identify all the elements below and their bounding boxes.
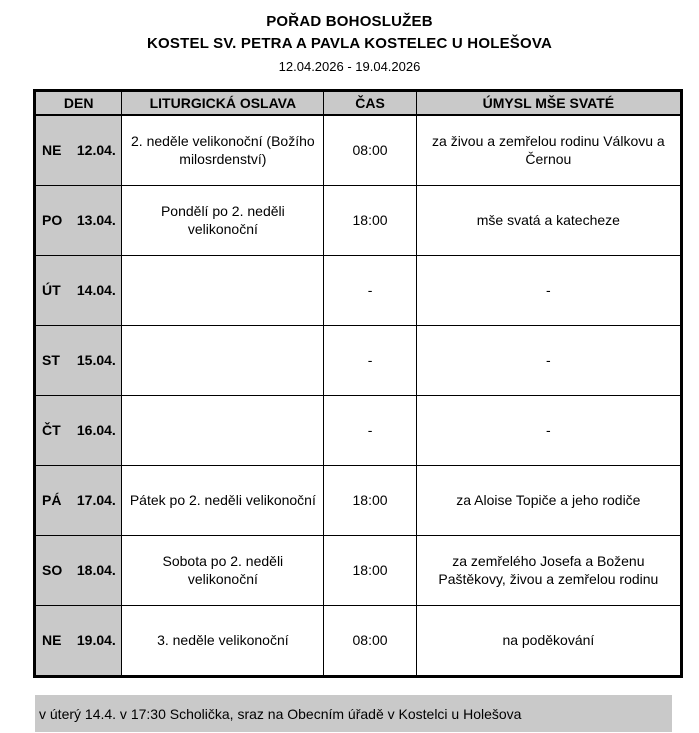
time-cell: 18:00 <box>324 536 416 606</box>
day-date: 13.04. <box>76 211 116 228</box>
day-date: 18.04. <box>76 561 116 578</box>
table-row <box>35 536 682 606</box>
day-date: 17.04. <box>76 491 116 508</box>
table-row <box>35 606 682 677</box>
time-cell: - <box>324 326 416 396</box>
time-cell: - <box>324 396 416 466</box>
intention-cell: mše svatá a katecheze <box>416 186 681 256</box>
celebration-cell <box>122 326 324 396</box>
table-row <box>35 326 682 396</box>
page-title: POŘAD BOHOSLUŽEB <box>266 13 433 30</box>
page-header <box>0 0 699 74</box>
intention-cell: - <box>416 256 681 326</box>
table-row <box>35 256 682 326</box>
day-date: 19.04. <box>76 631 116 648</box>
day-abbreviation: SO <box>42 561 63 578</box>
intention-cell: za živou a zemřelou rodinu Válkovu a Černou <box>416 115 681 186</box>
time-cell: 18:00 <box>324 186 416 256</box>
day-date: 14.04. <box>76 281 116 298</box>
celebration-cell: 3. neděle velikonoční <box>122 606 324 677</box>
column-header-intention: ÚMYSL MŠE SVATÉ <box>416 91 681 116</box>
intention-cell: na poděkování <box>416 606 681 677</box>
celebration-cell: Sobota po 2. neděli velikonoční <box>122 536 324 606</box>
day-cell <box>35 466 122 536</box>
time-cell: 08:00 <box>324 115 416 186</box>
announcement-text: v úterý 14.4. v 17:30 Scholička, sraz na Obecním úřadě v Kostelci u Holešova <box>39 705 522 722</box>
day-cell <box>35 186 122 256</box>
day-abbreviation: ČT <box>42 421 61 438</box>
time-cell: 08:00 <box>324 606 416 677</box>
day-cell <box>35 606 122 677</box>
time-cell: - <box>324 256 416 326</box>
day-cell <box>35 256 122 326</box>
column-header-celebration: LITURGICKÁ OSLAVA <box>122 91 324 116</box>
day-cell <box>35 326 122 396</box>
celebration-cell <box>122 256 324 326</box>
day-abbreviation: ÚT <box>42 281 61 298</box>
table-row <box>35 186 682 256</box>
celebration-cell <box>122 396 324 466</box>
day-abbreviation: NE <box>42 141 62 158</box>
column-header-day: DEN <box>35 91 122 116</box>
celebration-cell: Pondělí po 2. neděli velikonoční <box>122 186 324 256</box>
day-cell <box>35 536 122 606</box>
table-row <box>35 466 682 536</box>
day-abbreviation: NE <box>42 631 62 648</box>
day-date: 12.04. <box>76 141 116 158</box>
announcement-bar <box>35 695 672 732</box>
intention-cell: - <box>416 396 681 466</box>
day-date: 15.04. <box>76 351 116 368</box>
intention-cell: - <box>416 326 681 396</box>
intention-cell: za Aloise Topiče a jeho rodiče <box>416 466 681 536</box>
date-range: 12.04.2026 - 19.04.2026 <box>278 59 421 74</box>
mass-schedule-table <box>33 89 683 678</box>
table-header-row <box>35 91 682 116</box>
celebration-cell: Pátek po 2. neděli velikonoční <box>122 466 324 536</box>
day-abbreviation: PO <box>42 211 63 228</box>
table-row <box>35 396 682 466</box>
time-cell: 18:00 <box>324 466 416 536</box>
celebration-cell: 2. neděle velikonoční (Božího milosrdenství) <box>122 115 324 186</box>
day-abbreviation: PÁ <box>42 491 62 508</box>
day-cell <box>35 396 122 466</box>
church-name: KOSTEL SV. PETRA A PAVLA KOSTELEC U HOLEŠOVA <box>147 35 552 52</box>
intention-cell: za zemřelého Josefa a Boženu Paštěkovy, živou a zemřelou rodinu <box>416 536 681 606</box>
day-abbreviation: ST <box>42 351 60 368</box>
day-date: 16.04. <box>76 421 116 438</box>
day-cell <box>35 115 122 186</box>
table-row <box>35 115 682 186</box>
column-header-time: ČAS <box>324 91 416 116</box>
